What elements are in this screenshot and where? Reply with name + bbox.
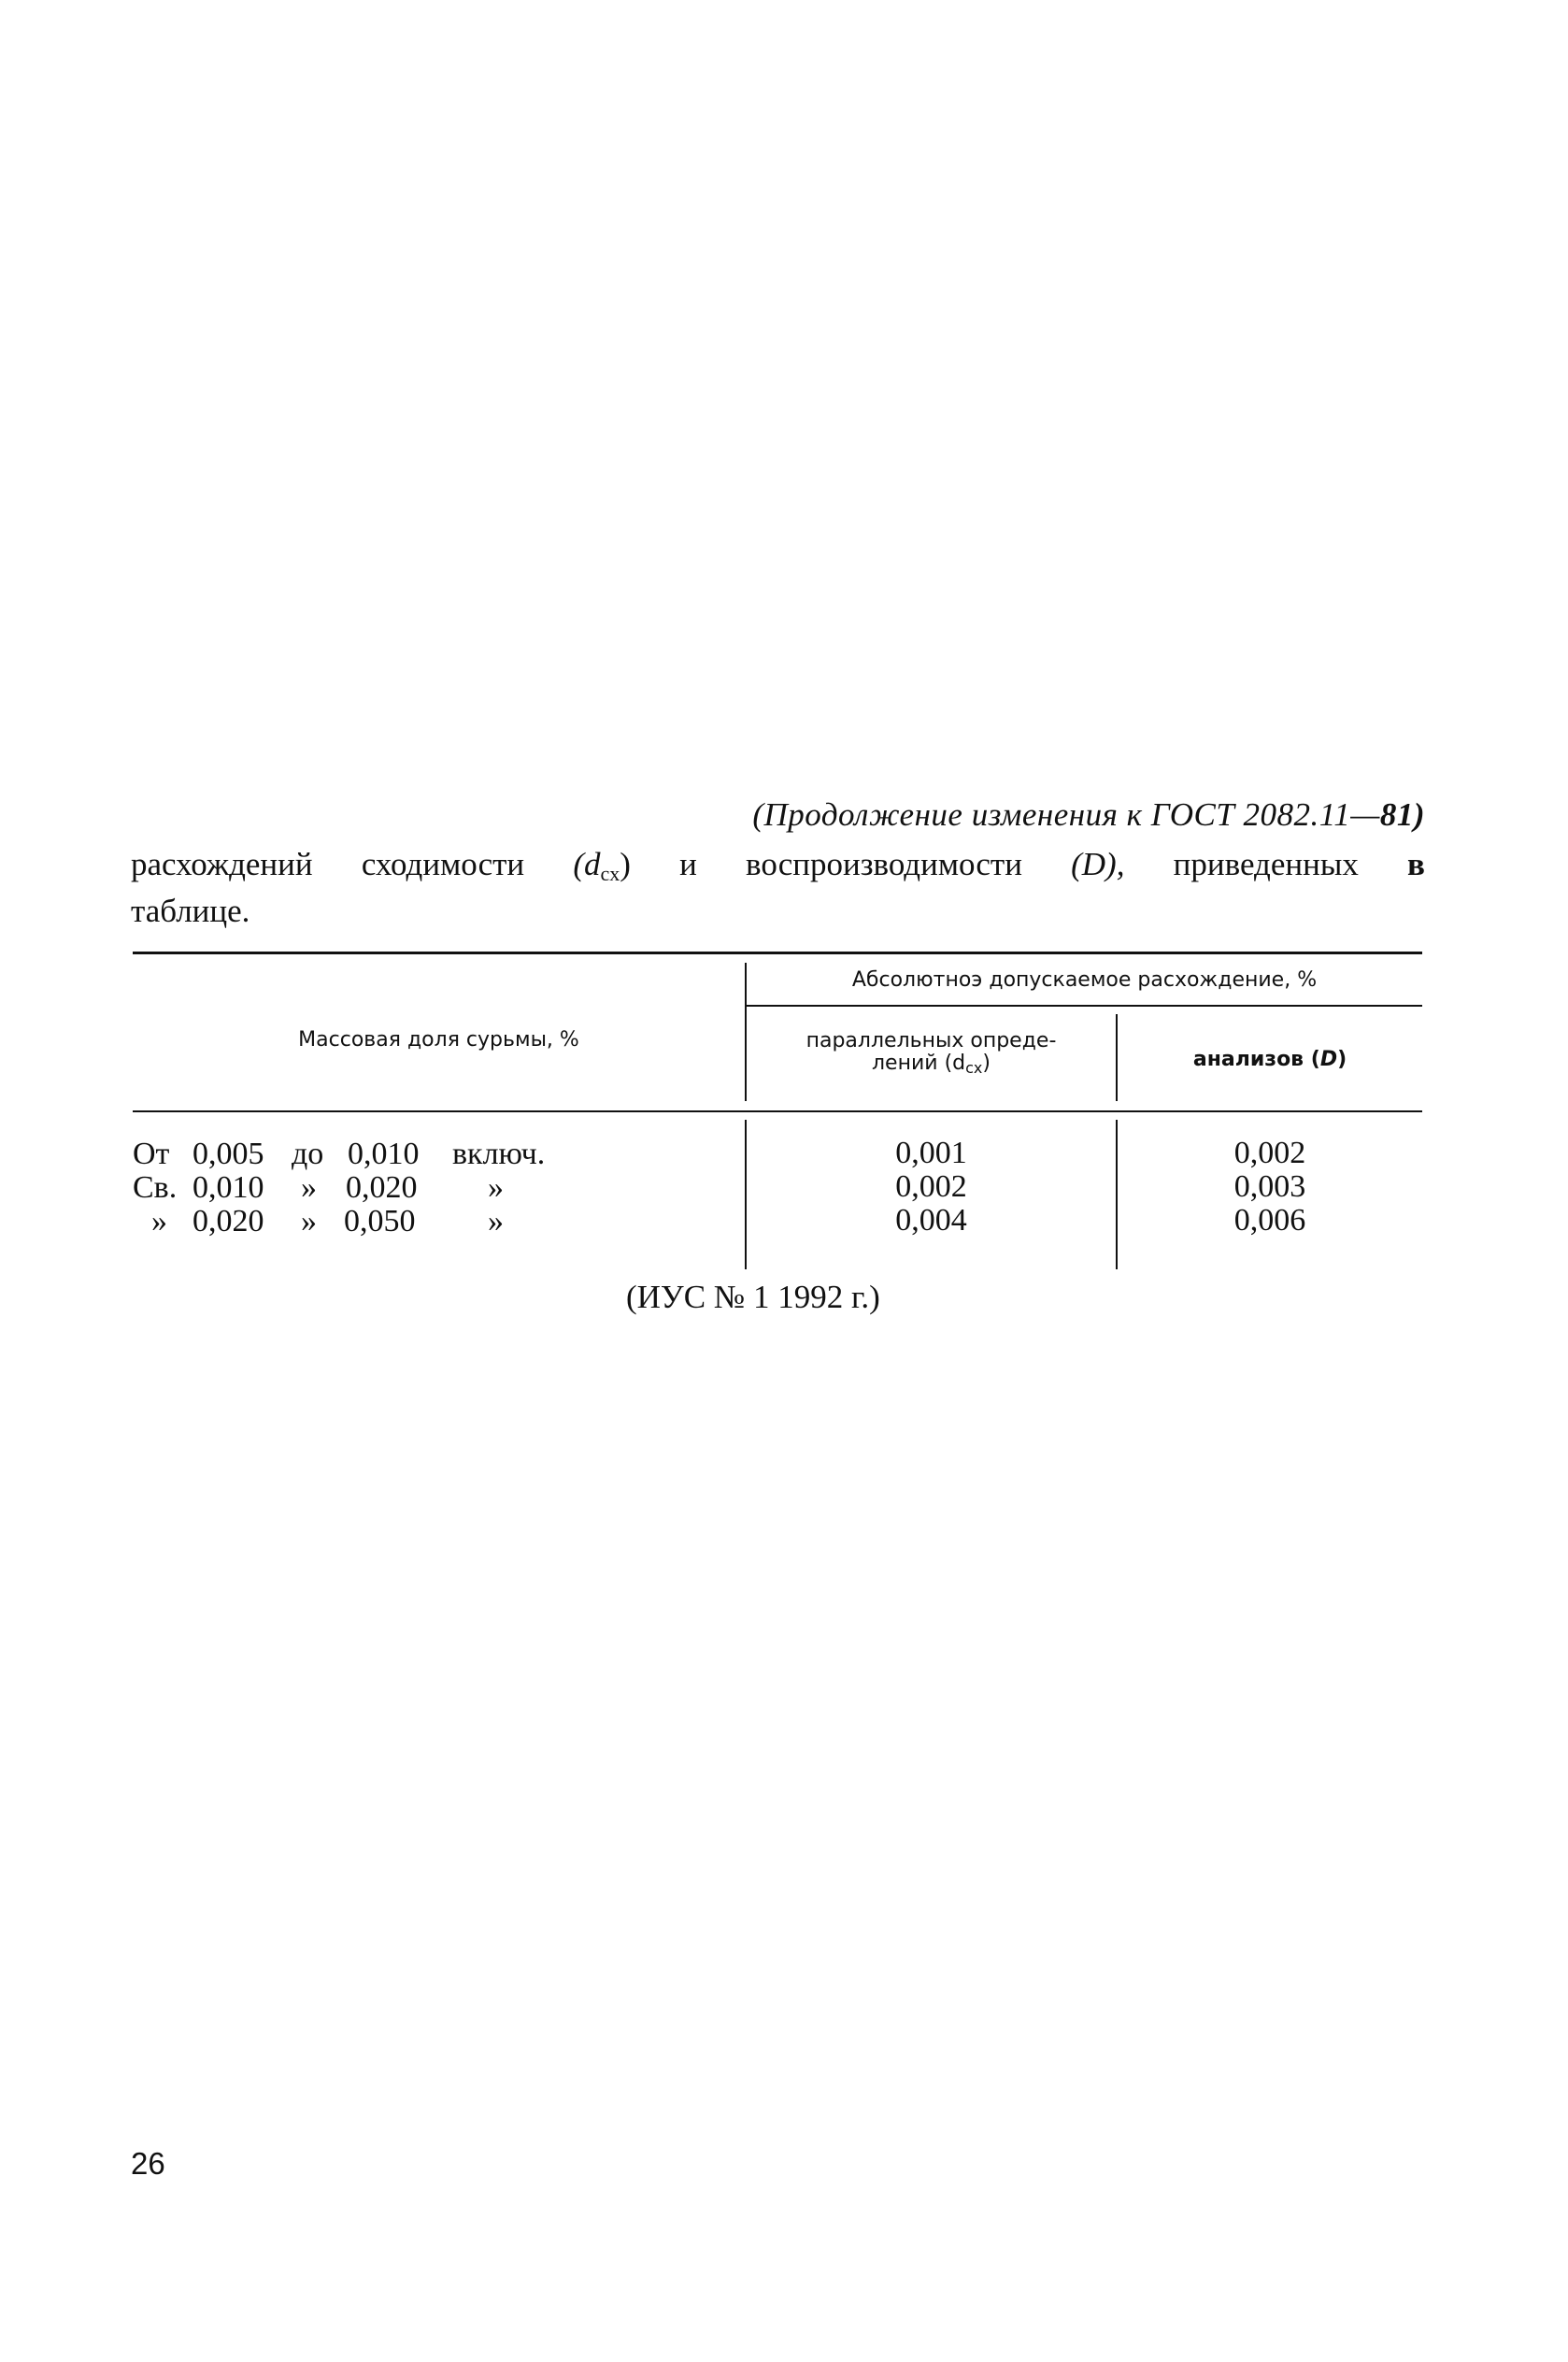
table-row xyxy=(133,1137,745,1170)
row-sep: » xyxy=(301,1170,317,1205)
d-column xyxy=(1118,1137,1422,1238)
row-suffix: включ. xyxy=(452,1137,546,1171)
tolerance-table xyxy=(133,952,1422,1269)
dcx-value: 0,004 xyxy=(895,1203,967,1238)
table-top-rule xyxy=(133,952,1422,954)
close-paren: ) xyxy=(620,846,631,882)
word: и xyxy=(679,846,697,882)
row-from: 0,005 xyxy=(192,1137,264,1171)
row-to: 0,050 xyxy=(344,1204,416,1238)
col3-header-d: D xyxy=(1319,1048,1338,1071)
col2-header xyxy=(747,1030,1116,1080)
dcx-value: 0,002 xyxy=(895,1169,967,1204)
row-prefix: От xyxy=(133,1137,170,1171)
continuation-text: (Продолжение изменения к ГОСТ 2082.11— xyxy=(752,796,1380,833)
d-letter: (d xyxy=(573,846,601,882)
footnote-ius: (ИУС № 1 1992 г.) xyxy=(626,1279,880,1315)
word: приведенных xyxy=(1173,846,1359,882)
continuation-header xyxy=(131,796,1425,834)
dcx-column xyxy=(747,1137,1116,1238)
table-row xyxy=(133,1204,745,1238)
row-to: 0,010 xyxy=(348,1137,420,1171)
body-paragraph xyxy=(131,846,1425,930)
row-to: 0,020 xyxy=(346,1170,418,1205)
table-row xyxy=(133,1170,745,1204)
word: сходимости xyxy=(361,846,525,882)
d-value: 0,006 xyxy=(1233,1203,1306,1238)
col2-header-text: лений (d xyxy=(872,1052,966,1075)
paragraph-line-2: таблице. xyxy=(131,893,250,929)
header-bottom-rule xyxy=(133,1110,1422,1112)
word: расхождений xyxy=(131,846,313,882)
group-header: Абсолютноэ допускаемое расхождение, % xyxy=(851,968,1318,992)
row-from: 0,010 xyxy=(192,1170,264,1205)
row-from: 0,020 xyxy=(192,1204,264,1238)
row-sep: » xyxy=(301,1204,317,1238)
col2-header-sub: cx xyxy=(965,1059,983,1077)
col3-header-close: ) xyxy=(1337,1048,1347,1071)
continuation-code: 81) xyxy=(1379,796,1425,833)
cx-subscript: cx xyxy=(600,862,620,885)
row-sep: до xyxy=(292,1137,324,1171)
dcx-symbol xyxy=(573,846,631,893)
word: (D), xyxy=(1071,846,1125,882)
d-value: 0,003 xyxy=(1233,1169,1306,1204)
paragraph-line-1 xyxy=(131,846,1425,893)
col3-header-text: анализов ( xyxy=(1192,1048,1320,1071)
col2-header-line2 xyxy=(747,1052,1116,1080)
word: воспроизводимости xyxy=(746,846,1022,882)
col3-header xyxy=(1118,1048,1422,1071)
row-suffix: » xyxy=(488,1204,504,1238)
col1-header: Массовая доля сурьмы, % xyxy=(298,1028,579,1052)
row-prefix: Св. xyxy=(133,1170,178,1205)
word: в xyxy=(1407,846,1425,882)
d-value: 0,002 xyxy=(1233,1136,1306,1170)
row-prefix: » xyxy=(151,1204,167,1238)
group-header-rule xyxy=(747,1005,1422,1007)
row-suffix: » xyxy=(488,1170,504,1205)
col2-header-line1: параллельных опреде- xyxy=(805,1029,1057,1052)
col2-header-close: ) xyxy=(982,1052,991,1075)
dcx-value: 0,001 xyxy=(895,1136,967,1170)
page-number: 26 xyxy=(131,2146,165,2181)
